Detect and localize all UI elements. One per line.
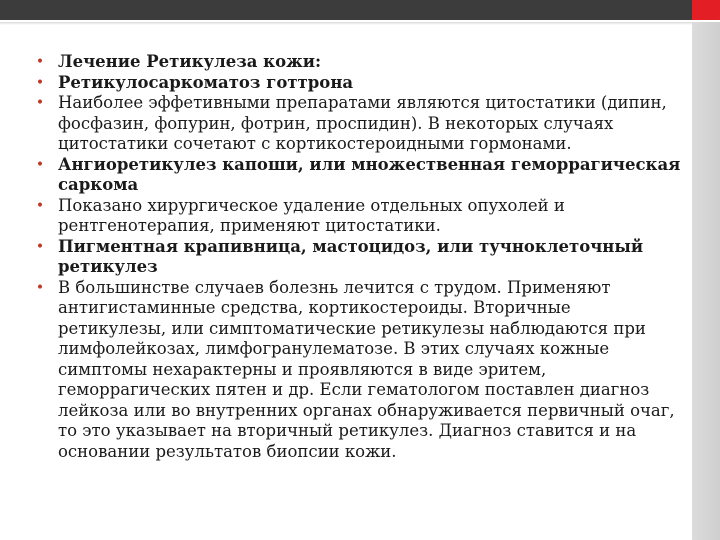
top-bar-accent — [692, 0, 720, 20]
list-item-text: Ретикулосаркоматоз готтрона — [58, 72, 354, 92]
bullet-icon: • — [35, 95, 45, 111]
top-bar-shadow — [0, 22, 720, 25]
bullet-icon: • — [35, 156, 45, 173]
bullet-icon: • — [35, 238, 45, 255]
list-item-text: В большинстве случаев болезнь лечится с трудом. Применяют антигистаминные средства, кортикостероиды. Вторичные ретикулезы, или симптоматические ретикулезы наблюдаются при лимфолейкозах, лимфогранулематозе. В этих случаях кожные симптомы нехарактерны и проявляются в виде эритем, геморрагических пятен и др. Если гематологом поставлен диагноз лейкоза или во внутренних органах обнаруживается первичный очаг, то это указывает на вторичный ретикулез. Диагноз ставится и на основании результатов биопсии кожи. — [58, 277, 675, 461]
list-item-text: Наиболее эффетивными препаратами являются цитостатики (дипин, фосфазин, фопурин, фотрин, проспидин). В некоторых случаях цитостатики сочетают с кортикостероидными гормонами. — [58, 93, 667, 153]
bullet-icon: • — [35, 279, 45, 296]
list-item — [30, 155, 682, 196]
list-item-text: Ангиоретикулез капоши, или множественная геморрагическая саркома — [58, 154, 681, 194]
bullet-icon: • — [35, 197, 45, 214]
list-item-text: Лечение Ретикулеза кожи: — [58, 52, 322, 71]
list-item — [30, 93, 682, 155]
top-bar — [0, 0, 692, 20]
slide-content — [30, 52, 682, 462]
list-item — [30, 52, 682, 73]
side-panel — [692, 22, 720, 540]
bullet-icon: • — [35, 74, 45, 91]
list-item — [30, 196, 682, 237]
bullet-icon: • — [35, 54, 45, 70]
list-item-text: Показано хирургическое удаление отдельных опухолей и рентгенотерапия, применяют цитостатики. — [58, 195, 565, 235]
list-item-text: Пигментная крапивница, мастоцидоз, или тучноклеточный ретикулез — [58, 236, 644, 276]
list-item — [30, 278, 682, 463]
list-item — [30, 237, 682, 278]
list-item — [30, 73, 682, 94]
bullet-list — [30, 52, 682, 462]
